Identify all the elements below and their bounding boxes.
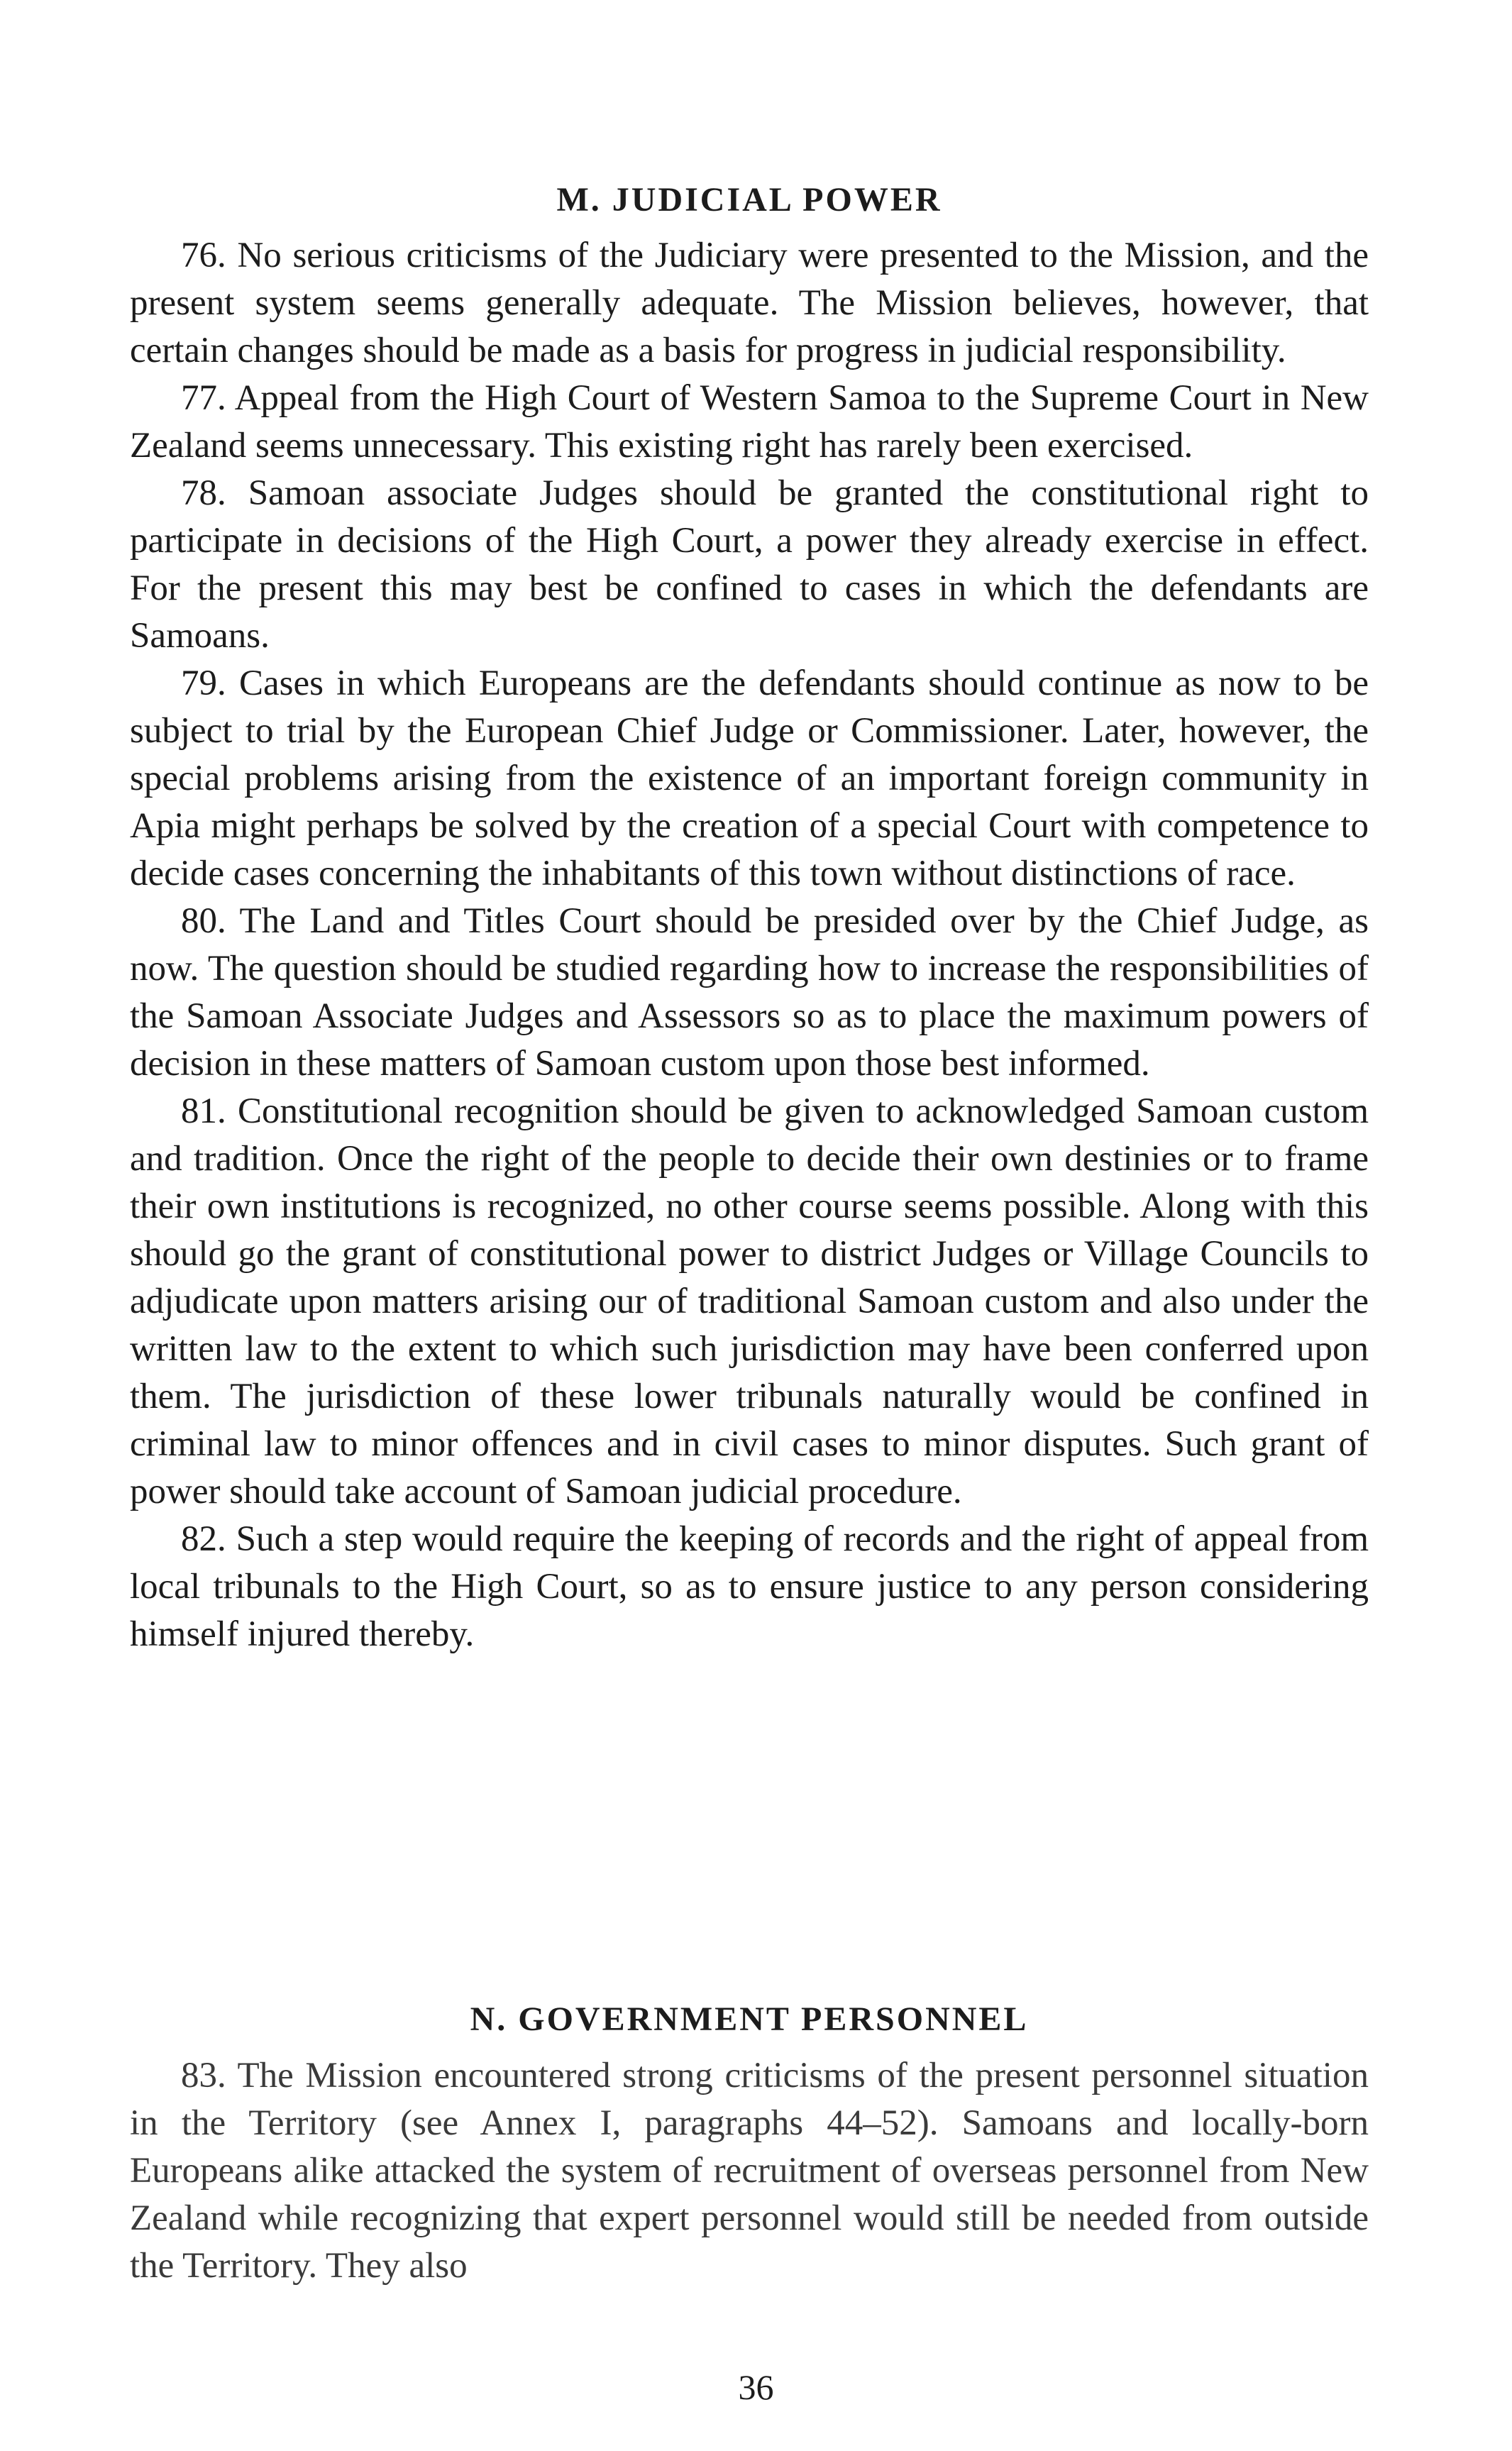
paragraph-number: 83. — [181, 2056, 226, 2095]
page-number: 36 — [738, 2367, 774, 2407]
paragraph-text: Samoan associate Judges should be granted the constitutional right to participate in decisions of the High Court, a power they already exercise in effect. For the present this may best be confined to cases in which the defendants are Samoans. — [130, 473, 1369, 656]
section-government-personnel — [130, 2052, 1369, 2290]
paragraph-text: The Mission encountered strong criticisms of the present personnel situation in the Territory (see Annex I, paragraphs 44–52). Samoans and locally-born Europeans alike attacked the system of recruitment of overseas personnel from New Zealand while recognizing that expert personnel would still be needed from outside the Territory. They also — [130, 2056, 1369, 2286]
paragraph-text: Constitutional recognition should be given to acknowledged Samoan custom and tradition. Once the right of the people to decide their own destinies or to frame their own institutions is recognized, no other course seems possible. Along with this should go the grant of constitutional power to district Judges or Village Councils to adjudicate upon matters arising our of traditional Samoan custom and also under the written law to the extent to which such jurisdiction may have been conferred upon them. The jurisdiction of these lower tribunals naturally would be confined in criminal law to minor offences and in civil cases to minor disputes. Such grant of power should take account of Samoan judicial procedure. — [130, 1091, 1369, 1511]
paragraph-80 — [130, 898, 1369, 1088]
paragraph-number: 77. — [181, 378, 226, 418]
paragraph-text: No serious criticisms of the Judiciary were presented to the Mission, and the present system seems generally adequate. The Mission believes, however, that certain changes should be made as a basis for progress in judicial responsibility. — [130, 236, 1369, 370]
paragraph-text: Appeal from the High Court of Western Samoa to the Supreme Court in New Zealand seems unnecessary. This existing right has rarely been exercised. — [130, 378, 1369, 466]
paragraph-77 — [130, 375, 1369, 470]
paragraph-79 — [130, 660, 1369, 898]
paragraph-number: 78. — [181, 473, 226, 513]
section-judicial-power — [130, 232, 1369, 1658]
paragraph-82 — [130, 1516, 1369, 1658]
paragraph-text: Such a step would require the keeping of records and the right of appeal from local tribunals to the High Court, so as to ensure justice to any person considering himself injured thereby. — [130, 1519, 1369, 1654]
section-heading-judicial-power: M. JUDICIAL POWER — [556, 181, 942, 219]
paragraph-78 — [130, 470, 1369, 660]
paragraph-text: Cases in which Europeans are the defendants should continue as now to be subject to trial by the European Chief Judge or Commissioner. Later, however, the special problems arising from the existence of an important foreign community in Apia might perhaps be solved by the creation of a special Court with competence to decide cases concerning the inhabitants of this town without distinctions of race. — [130, 663, 1369, 893]
paragraph-text: The Land and Titles Court should be presided over by the Chief Judge, as now. The question should be studied regarding how to increase the responsibilities of the Samoan Associate Judges and Assessors so as to place the maximum powers of decision in these matters of Samoan custom upon those best informed. — [130, 901, 1369, 1084]
paragraph-number: 82. — [181, 1519, 226, 1559]
section-heading-government-personnel: N. GOVERNMENT PERSONNEL — [470, 2000, 1029, 2038]
paragraph-81 — [130, 1088, 1369, 1516]
paragraph-number: 79. — [181, 663, 226, 703]
paragraph-76 — [130, 232, 1369, 375]
paragraph-83 — [130, 2052, 1369, 2290]
paragraph-number: 81. — [181, 1091, 226, 1131]
paragraph-number: 76. — [181, 236, 226, 275]
paragraph-number: 80. — [181, 901, 226, 941]
